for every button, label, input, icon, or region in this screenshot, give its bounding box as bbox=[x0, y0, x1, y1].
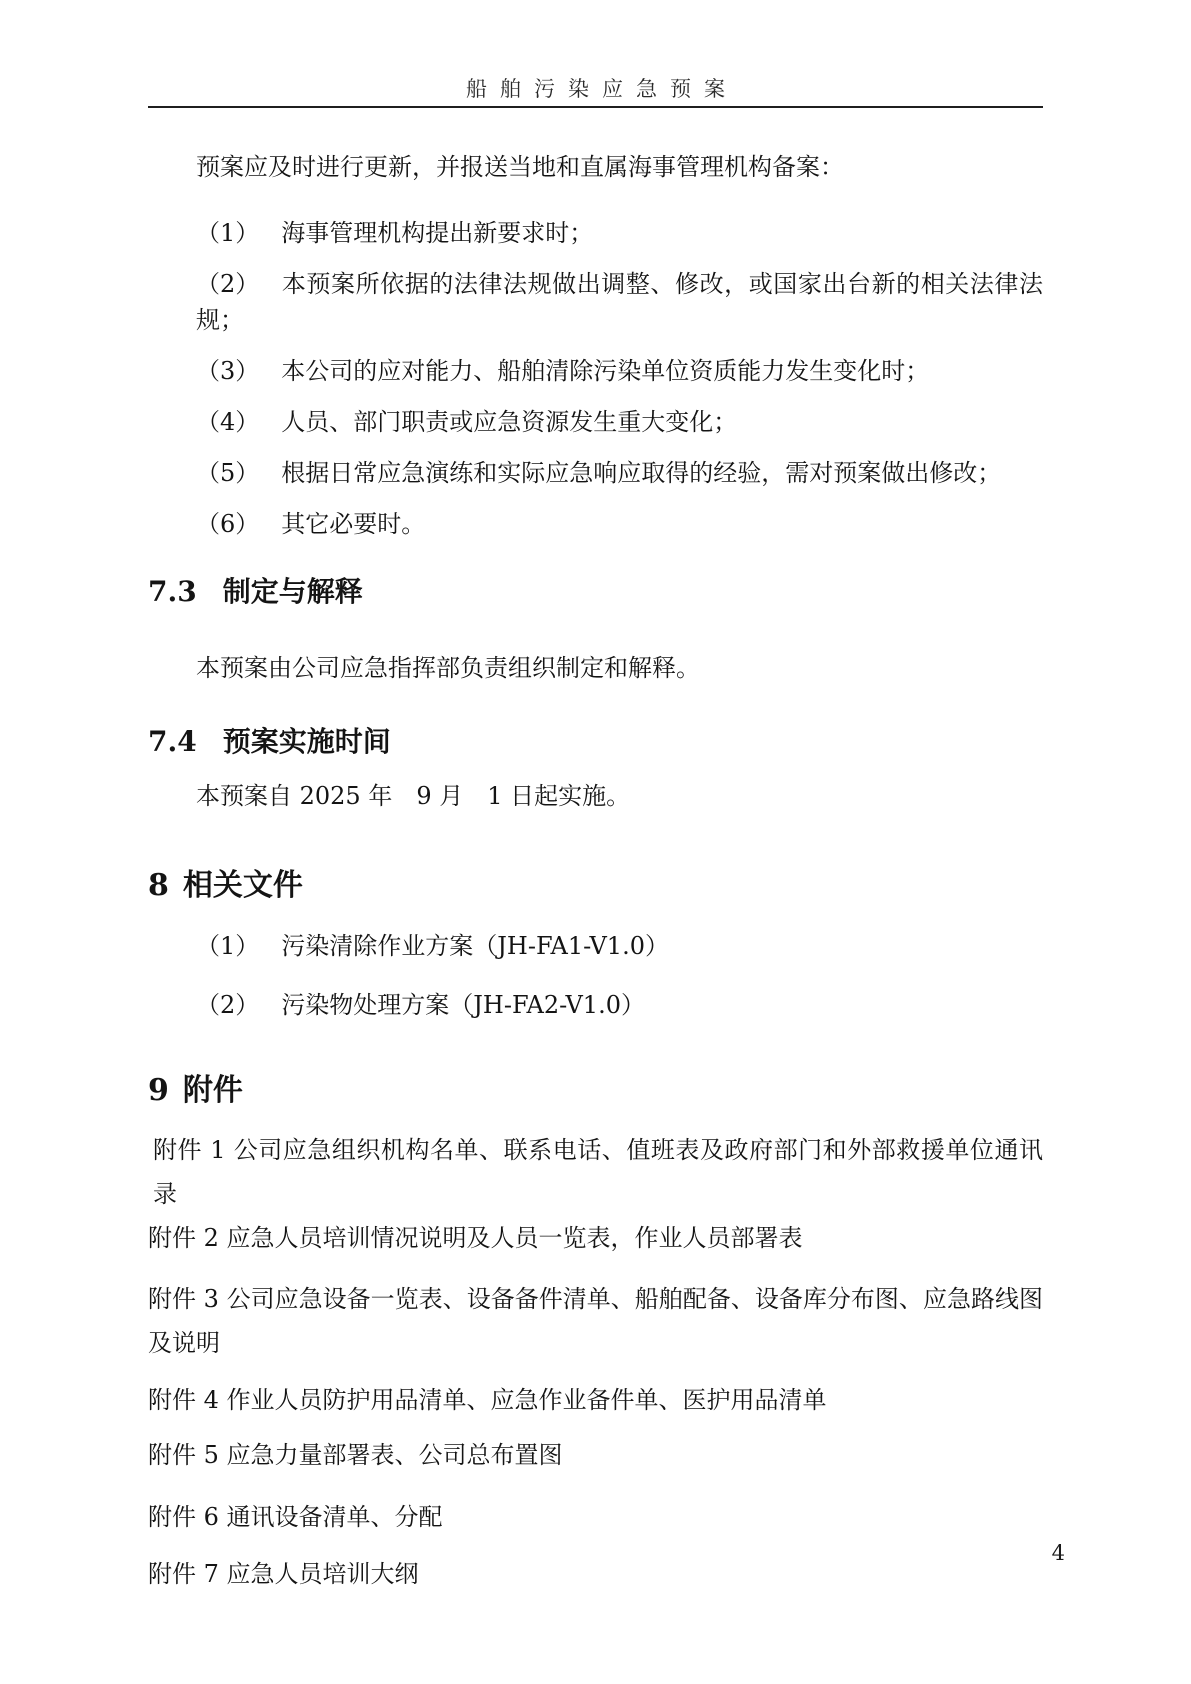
attachment-line: 附件 6 通讯设备清单、分配 bbox=[148, 1503, 443, 1531]
section-number: 7.3 bbox=[148, 575, 197, 608]
list-item bbox=[148, 987, 1043, 1023]
list-item bbox=[148, 928, 1043, 964]
section-title: 预案实施时间 bbox=[222, 725, 391, 758]
list-item bbox=[148, 353, 1043, 389]
attachment-line: 附件 7 应急人员培训大纲 bbox=[148, 1560, 419, 1588]
list-item-text: 污染清除作业方案（JH-FA1-V1.0） bbox=[281, 932, 669, 960]
section-heading-8 bbox=[148, 866, 1043, 906]
list-item bbox=[148, 266, 1043, 338]
page-header bbox=[148, 0, 1043, 108]
list-item-text: 本公司的应对能力、船舶清除污染单位资质能力发生变化时； bbox=[281, 357, 930, 385]
attachment-line: 附件 5 应急力量部署表、公司总布置图 bbox=[148, 1441, 563, 1469]
list-item bbox=[148, 506, 1043, 542]
section-number: 9 bbox=[148, 1073, 169, 1108]
section-heading-7-3 bbox=[148, 574, 1043, 610]
list-item bbox=[148, 215, 1043, 251]
attachment-line: 附件 1 公司应急组织机构名单、联系电话、值班表及政府部门和外部救援单位通讯录 bbox=[153, 1136, 1043, 1208]
attachment-line: 附件 4 作业人员防护用品清单、应急作业备件单、医护用品清单 bbox=[148, 1386, 827, 1414]
list-item-number: （1） bbox=[196, 932, 260, 960]
section-number: 8 bbox=[148, 868, 169, 903]
list-item-number: （5） bbox=[196, 459, 260, 487]
attachment-line: 附件 3 公司应急设备一览表、设备备件清单、船舶配备、设备库分布图、应急路线图及说明 bbox=[148, 1285, 1043, 1357]
list-item-text: 人员、部门职责或应急资源发生重大变化； bbox=[281, 408, 738, 436]
list-item-text: 本预案所依据的法律法规做出调整、修改，或国家出台新的相关法律法规； bbox=[196, 270, 1043, 334]
section-title: 附件 bbox=[182, 1073, 243, 1108]
list-item bbox=[148, 455, 1043, 491]
page-number: 4 bbox=[1051, 1541, 1065, 1565]
header-title: 船舶污染应急预案 bbox=[466, 77, 738, 101]
list-item-number: （4） bbox=[196, 408, 260, 436]
list-item-text: 其它必要时。 bbox=[281, 510, 426, 538]
intro-paragraph: 预案应及时进行更新，并报送当地和直属海事管理机构备案： bbox=[196, 153, 844, 181]
list-item-text: 海事管理机构提出新要求时； bbox=[281, 219, 594, 247]
list-item-number: （2） bbox=[196, 991, 260, 1019]
section-heading-7-4 bbox=[148, 724, 1043, 760]
section-number: 7.4 bbox=[148, 725, 197, 758]
section-7-4-body: 本预案自 2025 年 9 月 1 日起实施。 bbox=[196, 782, 631, 810]
attachment-line: 附件 2 应急人员培训情况说明及人员一览表，作业人员部署表 bbox=[148, 1224, 803, 1252]
section-heading-9 bbox=[148, 1071, 1043, 1111]
section-title: 相关文件 bbox=[182, 868, 303, 903]
list-item-number: （1） bbox=[196, 219, 260, 247]
document-content bbox=[148, 109, 1043, 1596]
list-item bbox=[148, 404, 1043, 440]
section-title: 制定与解释 bbox=[222, 575, 363, 608]
list-item-text: 根据日常应急演练和实际应急响应取得的经验，需对预案做出修改； bbox=[281, 459, 1002, 487]
list-item-number: （2） bbox=[196, 270, 260, 298]
list-item-number: （6） bbox=[196, 510, 260, 538]
list-item-text: 污染物处理方案（JH-FA2-V1.0） bbox=[281, 991, 645, 1019]
section-7-3-body: 本预案由公司应急指挥部负责组织制定和解释。 bbox=[196, 654, 700, 682]
list-item-number: （3） bbox=[196, 357, 260, 385]
